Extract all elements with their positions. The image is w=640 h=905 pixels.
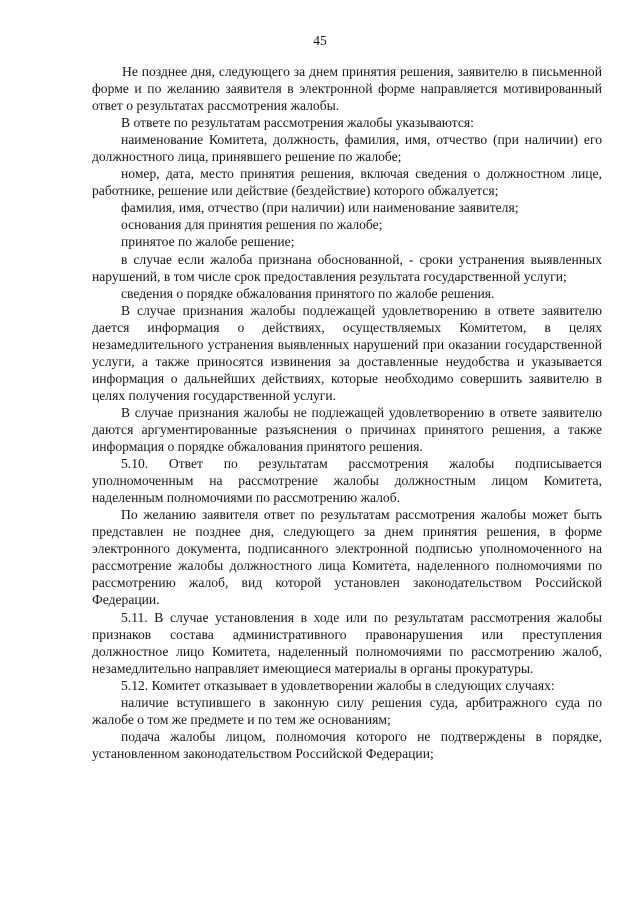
paragraph: подача жалобы лицом, полномочия которого не подтверждены в порядке, установленном законодательством Российской Федерации;	[92, 728, 602, 761]
paragraph: наименование Комитета, должность, фамилия, имя, отчество (при наличии) его должностного лица, принявшего решение по жалобе;	[92, 132, 602, 165]
paragraph: В случае признания жалобы подлежащей удовлетворению в ответе заявителю дается информация о действиях, осуществляемых Комитетом, в целях незамедлительного устранения выявленных нарушений при оказании государственной услуги, а также приносятся извинения за доставленные неудобства и указывается информация о дальнейших действиях, которые необходимо совершить заявителю в целях получения государственной услуги.	[92, 302, 602, 403]
paragraph: 5.12. Комитет отказывает в удовлетворении жалобы в следующих случаях:	[121, 677, 555, 693]
paragraph: основания для принятия решения по жалобе;	[121, 217, 383, 233]
paragraph: По желанию заявителя ответ по результатам рассмотрения жалобы может быть представлен не позднее дня, следующего за днем принятия решения, в форме электронного документа, подписанного электронной подписью уполномоченного на рассмотрение жалобы должностного лица Комитета, наделенного полномочиями по рассмотрению жалоб, вид которой установлен законодательством Российской Федерации.	[92, 507, 602, 608]
paragraph: номер, дата, место принятия решения, включая сведения о должностном лице, работнике, решение или действие (бездействие) которого обжалуется;	[92, 166, 602, 199]
paragraph: сведения о порядке обжалования принятого по жалобе решения.	[121, 285, 495, 301]
document-body	[92, 63, 602, 762]
paragraph: 5.10. Ответ по результатам рассмотрения жалобы подписывается уполномоченным на рассмотрение жалобы должностным лицом Комитета, наделенным полномочиями по рассмотрению жалоб.	[92, 456, 602, 506]
paragraph: наличие вступившего в законную силу решения суда, арбитражного суда по жалобе о том же предмете и по тем же основаниям;	[92, 694, 602, 727]
paragraph: В случае признания жалобы не подлежащей удовлетворению в ответе заявителю даются аргументированные разъяснения о причинах принятого решения, а также информация о порядке обжалования принятого решения.	[92, 404, 602, 455]
paragraph: принятое по жалобе решение;	[121, 234, 295, 250]
paragraph: В ответе по результатам рассмотрения жалобы указываются:	[121, 115, 474, 131]
page-number: 45	[313, 33, 327, 48]
paragraph: Не позднее дня, следующего за днем принятия решения, заявителю в письменной форме и по желанию заявителя в электронной форме направляется мотивированный ответ о результатах рассмотрения жалобы.	[92, 64, 602, 114]
paragraph: в случае если жалоба признана обоснованной, - сроки устранения выявленных нарушений, в том числе срок предоставления результата государственной услуги;	[92, 251, 602, 284]
paragraph: 5.11. В случае установления в ходе или по результатам рассмотрения жалобы признаков состава административного правонарушения или преступления должностное лицо Комитета, наделенный полномочиями по рассмотрению жалоб, незамедлительно направляет имеющиеся материалы в органы прокуратуры.	[92, 609, 602, 676]
paragraph: фамилия, имя, отчество (при наличии) или наименование заявителя;	[121, 200, 519, 216]
